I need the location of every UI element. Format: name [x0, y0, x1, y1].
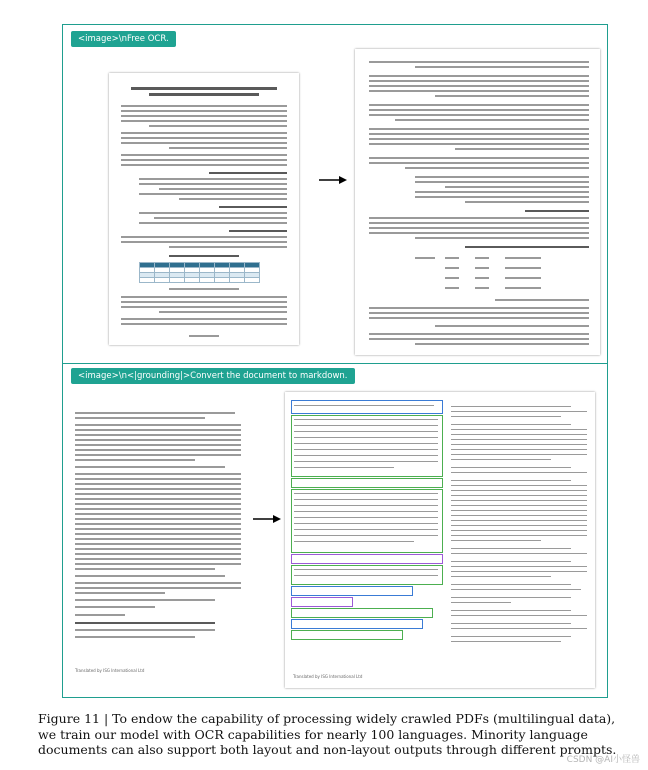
layout-box-text [291, 554, 443, 564]
layout-box-text [291, 586, 413, 596]
panel-free-ocr [62, 24, 608, 364]
page-footer: Translated by ISG International Ltd [293, 674, 363, 679]
figure-caption: Figure 11 | To endow the capability of processing widely crawled PDFs (multilingual data), we train our model with OCR capabilities for nearly 100 languages. Minority language documents can also support both layout and non-layout outputs through different prompts. [38, 711, 617, 757]
grounded-layout-page [285, 392, 595, 688]
layout-box-title [291, 400, 443, 414]
layout-box-text [291, 597, 353, 607]
panel-grounding-markdown [62, 363, 608, 698]
layout-box-text [291, 630, 403, 640]
ocr-output-page [355, 49, 600, 355]
prompt-tag: <image>\n<|grounding|>Convert the document to markdown. [71, 368, 355, 384]
watermark: CSDN @AI小怪兽 [566, 755, 640, 765]
source-document-page [109, 73, 299, 345]
layout-box-text [291, 608, 433, 618]
source-document-page [71, 408, 245, 680]
prompt-tag: <image>\nFree OCR. [71, 31, 176, 47]
arrow-right-icon [319, 175, 347, 185]
page-footer: Translated by ISG International Ltd [75, 668, 145, 673]
layout-box-text [291, 478, 443, 488]
layout-box-text [291, 619, 423, 629]
source-table [139, 262, 260, 283]
arrow-right-icon [253, 514, 281, 524]
